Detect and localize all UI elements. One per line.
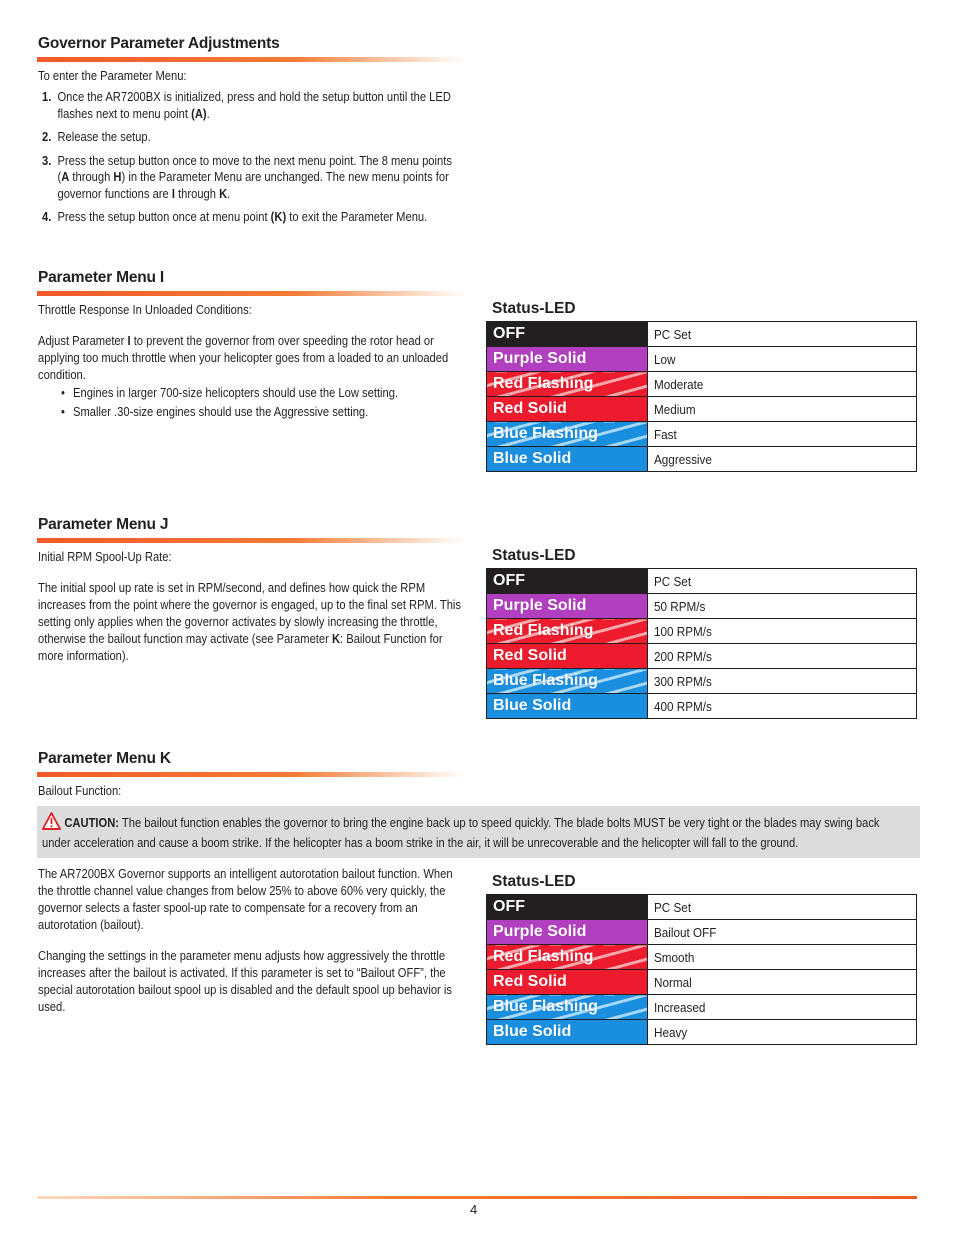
value-cell: Moderate (648, 372, 917, 397)
menu-j-led-title: Status-LED (492, 547, 576, 564)
value-cell: Medium (648, 397, 917, 422)
menu-j-paragraph: The initial spool up rate is set in RPM/second, and defines how quick the RPM increases from the point where the governor is engaged, up to the final set RPM. This setting only applies when the governor activates by slowly increasing the throttle, otherwise the bailout function may activate (see Parameter K: Bailout Function for more information). (38, 580, 462, 663)
table-row (487, 694, 917, 719)
table-row (487, 970, 917, 995)
led-cell: Red Flashing (487, 945, 648, 970)
table-row (487, 920, 917, 945)
footer-rule (37, 1196, 917, 1199)
led-cell: Blue Flashing (487, 669, 648, 694)
menu-k-led-title: Status-LED (492, 873, 576, 890)
led-cell: Blue Flashing (487, 422, 648, 447)
step-number: 1. (42, 89, 52, 104)
led-cell: Purple Solid (487, 347, 648, 372)
table-row (487, 644, 917, 669)
menu-j-title: Parameter Menu J (38, 516, 169, 533)
menu-i-led-title: Status-LED (492, 300, 576, 317)
led-cell: OFF (487, 322, 648, 347)
value-cell: 100 RPM/s (648, 619, 917, 644)
value-cell: Fast (648, 422, 917, 447)
step-item: 4. Press the setup button once at menu point (K) to exit the Parameter Menu. (42, 209, 428, 224)
page-number: 4 (470, 1202, 478, 1217)
value-cell: PC Set (648, 569, 917, 594)
table-row (487, 995, 917, 1020)
table-row (487, 669, 917, 694)
table-row (487, 569, 917, 594)
value-cell: Heavy (648, 1020, 917, 1045)
governor-intro: To enter the Parameter Menu: (38, 68, 187, 83)
table-row (487, 322, 917, 347)
value-cell: Aggressive (648, 447, 917, 472)
menu-i-title: Parameter Menu I (38, 269, 165, 286)
table-row (487, 1020, 917, 1045)
governor-steps (42, 89, 463, 233)
led-cell: Blue Solid (487, 1020, 648, 1045)
caution-text: CAUTION: The bailout function enables the governor to bring the engine back up to speed quickly. The blade bolts MUST be very tight or the blades may swing back under acceleration and cause a boom strike. If the helicopter has a boom strike in the air, it will be unrecoverable and the helicopter will fall to the ground. (42, 812, 911, 853)
menu-i-paragraph: Adjust Parameter I to prevent the governor from over speeding the rotor head or applying too much throttle when your helicopter goes from a loaded to an unloaded condition. (38, 333, 449, 382)
value-cell: 50 RPM/s (648, 594, 917, 619)
table-row (487, 372, 917, 397)
table-row (487, 347, 917, 372)
led-cell: Purple Solid (487, 920, 648, 945)
led-cell: Red Solid (487, 644, 648, 669)
step-item: 1. Once the AR7200BX is initialized, press and hold the setup button until the LED flashes next to menu point (A). (42, 89, 451, 121)
caution-box (37, 806, 920, 858)
menu-k-paragraph-1: The AR7200BX Governor supports an intelligent autorotation bailout function. When the throttle channel value changes from below 25% to above 60% very quickly, the governor selects a faster spool-up rate to compensate for a recovery from an autorotation (bailout). (38, 866, 453, 932)
warning-icon (42, 812, 61, 830)
led-cell: OFF (487, 569, 648, 594)
list-item: • Engines in larger 700-size helicopters should use the Low setting. (61, 384, 482, 403)
led-cell: Blue Solid (487, 694, 648, 719)
value-cell: Smooth (648, 945, 917, 970)
menu-j-subtitle: Initial RPM Spool-Up Rate: (38, 549, 172, 564)
value-cell: Increased (648, 995, 917, 1020)
menu-i-subtitle: Throttle Response In Unloaded Conditions: (38, 302, 252, 317)
menu-k-title: Parameter Menu K (38, 750, 171, 767)
led-cell: Red Solid (487, 970, 648, 995)
led-cell: Blue Flashing (487, 995, 648, 1020)
menu-j-led-table (486, 568, 917, 719)
menu-k-led-table (486, 894, 917, 1045)
menu-i-led-table (486, 321, 917, 472)
value-cell: Bailout OFF (648, 920, 917, 945)
table-row (487, 422, 917, 447)
value-cell: PC Set (648, 322, 917, 347)
section-rule (37, 57, 464, 62)
led-cell: Red Flashing (487, 372, 648, 397)
value-cell: 200 RPM/s (648, 644, 917, 669)
menu-i-bullets (61, 384, 482, 421)
table-row (487, 397, 917, 422)
value-cell: 400 RPM/s (648, 694, 917, 719)
led-cell: OFF (487, 895, 648, 920)
section-rule (37, 291, 464, 296)
table-row (487, 619, 917, 644)
led-cell: Red Flashing (487, 619, 648, 644)
table-row (487, 945, 917, 970)
section-rule (37, 538, 464, 543)
section-rule (37, 772, 464, 777)
step-item: 2. Release the setup. (42, 129, 151, 144)
table-row (487, 594, 917, 619)
menu-k-subtitle: Bailout Function: (38, 783, 122, 798)
value-cell: PC Set (648, 895, 917, 920)
value-cell: Low (648, 347, 917, 372)
menu-k-paragraph-2: Changing the settings in the parameter menu adjusts how aggressively the throttle increases after the bailout is activated. If this parameter is set to “Bailout OFF”, the special autorotation bailout spool up is disabled and the default spool up behavior is used. (38, 948, 452, 1014)
step-item: 3. Press the setup button once to move to the next menu point. The 8 menu points (A through H) in the Parameter Menu are unchanged. The new menu points for governor functions are I through K. (42, 152, 452, 201)
governor-title: Governor Parameter Adjustments (38, 35, 280, 52)
list-item: • Smaller .30-size engines should use the Aggressive setting. (61, 403, 482, 422)
step-number: 3. (42, 152, 52, 168)
step-number: 4. (42, 209, 52, 224)
step-number: 2. (42, 129, 52, 144)
led-cell: Red Solid (487, 397, 648, 422)
value-cell: Normal (648, 970, 917, 995)
value-cell: 300 RPM/s (648, 669, 917, 694)
led-cell: Purple Solid (487, 594, 648, 619)
table-row (487, 447, 917, 472)
table-row (487, 895, 917, 920)
led-cell: Blue Solid (487, 447, 648, 472)
